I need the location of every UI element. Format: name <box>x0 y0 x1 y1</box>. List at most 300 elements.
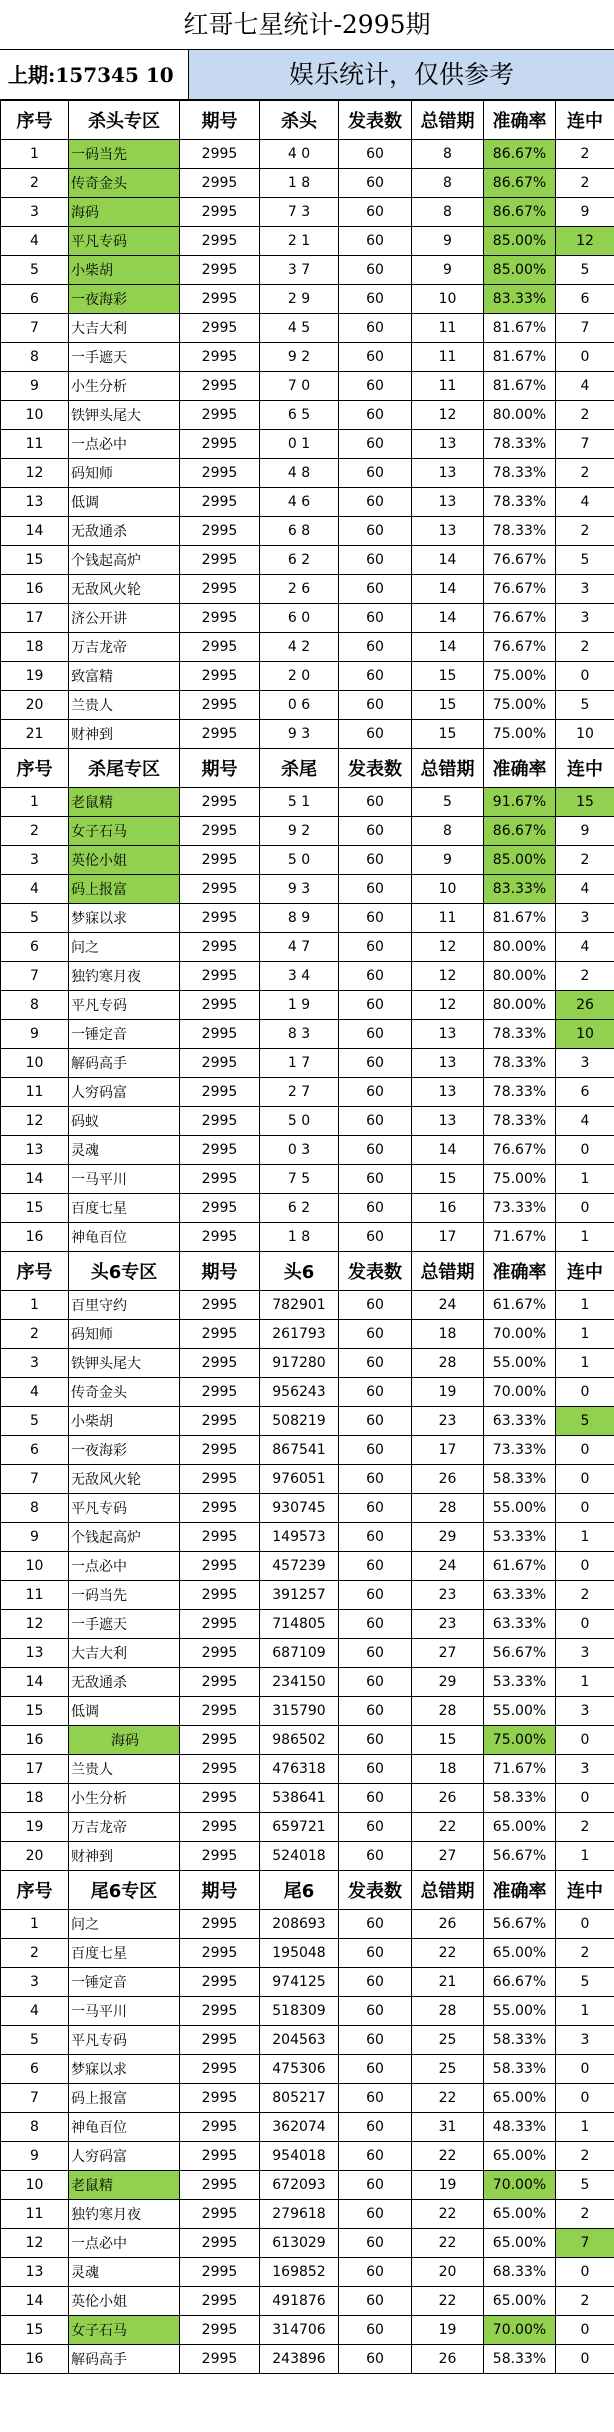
cell-pick: 9 3 <box>260 875 339 904</box>
cell-issue: 2995 <box>180 314 260 343</box>
cell-index: 15 <box>1 1194 69 1223</box>
cell-name: 一马平川 <box>69 1997 180 2026</box>
table-row <box>1 1165 614 1194</box>
table-row <box>1 1910 614 1939</box>
header-issue: 期号 <box>180 1871 260 1910</box>
cell-name: 神龟百位 <box>69 1223 180 1252</box>
header-name: 杀头专区 <box>69 101 180 140</box>
cell-pick: 314706 <box>260 2316 339 2345</box>
cell-index: 13 <box>1 1639 69 1668</box>
table-row <box>1 846 614 875</box>
table-row <box>1 1049 614 1078</box>
cell-accuracy: 66.67% <box>484 1968 556 1997</box>
cell-name: 无敌通杀 <box>69 1668 180 1697</box>
cell-issue: 2995 <box>180 1165 260 1194</box>
cell-index: 4 <box>1 1997 69 2026</box>
cell-index: 9 <box>1 1523 69 1552</box>
cell-streak: 5 <box>556 2171 614 2200</box>
cell-streak: 1 <box>556 2113 614 2142</box>
cell-index: 8 <box>1 1494 69 1523</box>
cell-issue: 2995 <box>180 1020 260 1049</box>
cell-published: 60 <box>339 285 412 314</box>
cell-accuracy: 55.00% <box>484 1494 556 1523</box>
header-issue: 期号 <box>180 101 260 140</box>
cell-issue: 2995 <box>180 2316 260 2345</box>
cell-index: 5 <box>1 2026 69 2055</box>
table-row <box>1 459 614 488</box>
cell-streak: 1 <box>556 1668 614 1697</box>
cell-streak: 0 <box>556 662 614 691</box>
cell-published: 60 <box>339 2345 412 2374</box>
cell-streak: 0 <box>556 2316 614 2345</box>
cell-name: 问之 <box>69 1910 180 1939</box>
cell-miss-count: 22 <box>412 2287 484 2316</box>
header-accuracy: 准确率 <box>484 101 556 140</box>
cell-miss-count: 22 <box>412 2200 484 2229</box>
table-row <box>1 1610 614 1639</box>
cell-published: 60 <box>339 1049 412 1078</box>
cell-name: 码上报富 <box>69 2084 180 2113</box>
cell-streak: 0 <box>556 1465 614 1494</box>
table-row <box>1 1194 614 1223</box>
cell-miss-count: 26 <box>412 1465 484 1494</box>
table-row <box>1 1697 614 1726</box>
table-row <box>1 962 614 991</box>
cell-miss-count: 20 <box>412 2258 484 2287</box>
cell-published: 60 <box>339 227 412 256</box>
table-row <box>1 1639 614 1668</box>
cell-index: 13 <box>1 488 69 517</box>
cell-miss-count: 23 <box>412 1407 484 1436</box>
cell-accuracy: 70.00% <box>484 2316 556 2345</box>
cell-accuracy: 55.00% <box>484 1997 556 2026</box>
cell-issue: 2995 <box>180 846 260 875</box>
table-row <box>1 372 614 401</box>
cell-published: 60 <box>339 1813 412 1842</box>
cell-miss-count: 24 <box>412 1291 484 1320</box>
cell-issue: 2995 <box>180 1378 260 1407</box>
cell-streak: 4 <box>556 488 614 517</box>
cell-accuracy: 55.00% <box>484 1349 556 1378</box>
cell-pick: 7 3 <box>260 198 339 227</box>
cell-index: 7 <box>1 2084 69 2113</box>
cell-issue: 2995 <box>180 459 260 488</box>
cell-miss-count: 18 <box>412 1320 484 1349</box>
cell-name: 一锤定音 <box>69 1020 180 1049</box>
table-row <box>1 256 614 285</box>
cell-streak: 2 <box>556 1939 614 1968</box>
cell-name: 平凡专码 <box>69 991 180 1020</box>
cell-pick: 917280 <box>260 1349 339 1378</box>
cell-issue: 2995 <box>180 1755 260 1784</box>
cell-accuracy: 80.00% <box>484 991 556 1020</box>
cell-pick: 476318 <box>260 1755 339 1784</box>
cell-index: 20 <box>1 691 69 720</box>
cell-streak: 4 <box>556 1107 614 1136</box>
cell-issue: 2995 <box>180 1668 260 1697</box>
cell-published: 60 <box>339 256 412 285</box>
cell-published: 60 <box>339 633 412 662</box>
cell-name: 平凡专码 <box>69 1494 180 1523</box>
cell-accuracy: 80.00% <box>484 962 556 991</box>
cell-index: 5 <box>1 904 69 933</box>
header-name: 尾6专区 <box>69 1871 180 1910</box>
cell-accuracy: 61.67% <box>484 1552 556 1581</box>
cell-streak: 2 <box>556 517 614 546</box>
cell-pick: 2 7 <box>260 1078 339 1107</box>
cell-published: 60 <box>339 662 412 691</box>
cell-published: 60 <box>339 1136 412 1165</box>
section-header-row <box>1 749 614 788</box>
header-published: 发表数 <box>339 749 412 788</box>
cell-accuracy: 75.00% <box>484 691 556 720</box>
cell-streak: 0 <box>556 2258 614 2287</box>
cell-accuracy: 68.33% <box>484 2258 556 2287</box>
cell-name: 小柴胡 <box>69 256 180 285</box>
cell-published: 60 <box>339 1997 412 2026</box>
table-row <box>1 488 614 517</box>
cell-accuracy: 70.00% <box>484 1378 556 1407</box>
cell-accuracy: 65.00% <box>484 2142 556 2171</box>
cell-name: 百度七星 <box>69 1939 180 1968</box>
cell-published: 60 <box>339 1078 412 1107</box>
cell-pick: 8 3 <box>260 1020 339 1049</box>
cell-name: 传奇金头 <box>69 169 180 198</box>
cell-published: 60 <box>339 1639 412 1668</box>
cell-index: 12 <box>1 2229 69 2258</box>
cell-miss-count: 13 <box>412 1049 484 1078</box>
cell-published: 60 <box>339 1194 412 1223</box>
header-name: 头6专区 <box>69 1252 180 1291</box>
cell-issue: 2995 <box>180 817 260 846</box>
cell-index: 12 <box>1 1610 69 1639</box>
cell-published: 60 <box>339 1697 412 1726</box>
cell-index: 15 <box>1 2316 69 2345</box>
cell-name: 铁钾头尾大 <box>69 1349 180 1378</box>
header-accuracy: 准确率 <box>484 1871 556 1910</box>
cell-issue: 2995 <box>180 401 260 430</box>
cell-streak: 5 <box>556 256 614 285</box>
header-index: 序号 <box>1 1871 69 1910</box>
cell-streak: 3 <box>556 2026 614 2055</box>
cell-streak: 12 <box>556 227 614 256</box>
cell-name: 老鼠精 <box>69 2171 180 2200</box>
cell-issue: 2995 <box>180 2084 260 2113</box>
table-row <box>1 517 614 546</box>
cell-index: 7 <box>1 1465 69 1494</box>
cell-streak: 3 <box>556 904 614 933</box>
cell-issue: 2995 <box>180 2142 260 2171</box>
cell-index: 11 <box>1 1078 69 1107</box>
cell-pick: 5 0 <box>260 1107 339 1136</box>
cell-published: 60 <box>339 1378 412 1407</box>
cell-issue: 2995 <box>180 662 260 691</box>
cell-published: 60 <box>339 2258 412 2287</box>
cell-streak: 0 <box>556 1378 614 1407</box>
cell-streak: 2 <box>556 1813 614 1842</box>
cell-issue: 2995 <box>180 1968 260 1997</box>
cell-streak: 1 <box>556 1165 614 1194</box>
cell-name: 一手遮天 <box>69 343 180 372</box>
cell-streak: 5 <box>556 1407 614 1436</box>
cell-pick: 6 2 <box>260 546 339 575</box>
cell-accuracy: 76.67% <box>484 1136 556 1165</box>
table-row <box>1 1581 614 1610</box>
cell-name: 灵魂 <box>69 2258 180 2287</box>
cell-accuracy: 78.33% <box>484 1020 556 1049</box>
cell-published: 60 <box>339 2142 412 2171</box>
cell-pick: 391257 <box>260 1581 339 1610</box>
table-row <box>1 1494 614 1523</box>
cell-miss-count: 13 <box>412 1078 484 1107</box>
cell-issue: 2995 <box>180 1842 260 1871</box>
cell-streak: 0 <box>556 1136 614 1165</box>
cell-published: 60 <box>339 546 412 575</box>
cell-accuracy: 85.00% <box>484 256 556 285</box>
cell-index: 13 <box>1 2258 69 2287</box>
cell-pick: 4 0 <box>260 140 339 169</box>
cell-index: 1 <box>1 1291 69 1320</box>
cell-issue: 2995 <box>180 1349 260 1378</box>
cell-name: 兰贵人 <box>69 1755 180 1784</box>
table-row <box>1 198 614 227</box>
cell-miss-count: 19 <box>412 1378 484 1407</box>
cell-pick: 805217 <box>260 2084 339 2113</box>
section-header-row <box>1 1252 614 1291</box>
cell-index: 6 <box>1 2055 69 2084</box>
cell-pick: 1 8 <box>260 169 339 198</box>
table-row <box>1 904 614 933</box>
table-row <box>1 546 614 575</box>
cell-miss-count: 15 <box>412 1165 484 1194</box>
cell-accuracy: 75.00% <box>484 1726 556 1755</box>
table-row <box>1 2200 614 2229</box>
cell-published: 60 <box>339 2316 412 2345</box>
cell-published: 60 <box>339 1107 412 1136</box>
cell-pick: 7 5 <box>260 1165 339 1194</box>
cell-pick: 974125 <box>260 1968 339 1997</box>
cell-index: 12 <box>1 1107 69 1136</box>
cell-pick: 6 8 <box>260 517 339 546</box>
cell-published: 60 <box>339 1465 412 1494</box>
cell-accuracy: 75.00% <box>484 720 556 749</box>
cell-published: 60 <box>339 169 412 198</box>
cell-index: 4 <box>1 875 69 904</box>
cell-streak: 7 <box>556 314 614 343</box>
cell-published: 60 <box>339 1610 412 1639</box>
cell-accuracy: 81.67% <box>484 314 556 343</box>
table-row <box>1 875 614 904</box>
cell-index: 16 <box>1 575 69 604</box>
cell-accuracy: 53.33% <box>484 1523 556 1552</box>
cell-miss-count: 13 <box>412 488 484 517</box>
cell-streak: 2 <box>556 846 614 875</box>
cell-name: 一马平川 <box>69 1165 180 1194</box>
cell-published: 60 <box>339 401 412 430</box>
table-row <box>1 575 614 604</box>
table-row <box>1 1997 614 2026</box>
cell-pick: 782901 <box>260 1291 339 1320</box>
cell-miss-count: 19 <box>412 2316 484 2345</box>
cell-miss-count: 8 <box>412 817 484 846</box>
cell-issue: 2995 <box>180 1107 260 1136</box>
section-header-row <box>1 1871 614 1910</box>
cell-index: 9 <box>1 2142 69 2171</box>
cell-miss-count: 26 <box>412 1910 484 1939</box>
cell-pick: 6 2 <box>260 1194 339 1223</box>
table-row <box>1 1436 614 1465</box>
cell-published: 60 <box>339 1784 412 1813</box>
cell-pick: 195048 <box>260 1939 339 1968</box>
cell-pick: 687109 <box>260 1639 339 1668</box>
table-row <box>1 2084 614 2113</box>
cell-index: 6 <box>1 285 69 314</box>
cell-issue: 2995 <box>180 1320 260 1349</box>
cell-index: 6 <box>1 933 69 962</box>
table-row <box>1 2345 614 2374</box>
header-published: 发表数 <box>339 1871 412 1910</box>
cell-published: 60 <box>339 459 412 488</box>
cell-name: 平凡专码 <box>69 227 180 256</box>
cell-pick: 491876 <box>260 2287 339 2316</box>
cell-name: 传奇金头 <box>69 1378 180 1407</box>
cell-miss-count: 11 <box>412 904 484 933</box>
table-row <box>1 2055 614 2084</box>
cell-streak: 15 <box>556 788 614 817</box>
cell-pick: 457239 <box>260 1552 339 1581</box>
cell-streak: 1 <box>556 1523 614 1552</box>
cell-name: 致富精 <box>69 662 180 691</box>
cell-name: 平凡专码 <box>69 2026 180 2055</box>
cell-name: 济公开讲 <box>69 604 180 633</box>
cell-name: 个钱起高炉 <box>69 546 180 575</box>
cell-streak: 4 <box>556 933 614 962</box>
cell-miss-count: 18 <box>412 1755 484 1784</box>
cell-miss-count: 14 <box>412 1136 484 1165</box>
cell-issue: 2995 <box>180 2258 260 2287</box>
cell-accuracy: 71.67% <box>484 1223 556 1252</box>
cell-name: 海码 <box>69 198 180 227</box>
cell-pick: 867541 <box>260 1436 339 1465</box>
cell-index: 12 <box>1 459 69 488</box>
cell-miss-count: 27 <box>412 1639 484 1668</box>
cell-issue: 2995 <box>180 633 260 662</box>
cell-pick: 9 2 <box>260 817 339 846</box>
cell-miss-count: 14 <box>412 546 484 575</box>
cell-published: 60 <box>339 2171 412 2200</box>
disclaimer-banner: 娱乐统计，仅供参考 <box>189 50 614 99</box>
cell-streak: 1 <box>556 1349 614 1378</box>
cell-issue: 2995 <box>180 1407 260 1436</box>
cell-miss-count: 9 <box>412 846 484 875</box>
cell-name: 一夜海彩 <box>69 285 180 314</box>
cell-streak: 0 <box>556 1194 614 1223</box>
cell-published: 60 <box>339 720 412 749</box>
cell-published: 60 <box>339 1494 412 1523</box>
cell-accuracy: 58.33% <box>484 1784 556 1813</box>
cell-index: 21 <box>1 720 69 749</box>
cell-issue: 2995 <box>180 1697 260 1726</box>
cell-name: 万吉龙帝 <box>69 633 180 662</box>
cell-miss-count: 5 <box>412 788 484 817</box>
cell-pick: 4 8 <box>260 459 339 488</box>
cell-issue: 2995 <box>180 720 260 749</box>
table-row <box>1 633 614 662</box>
cell-streak: 10 <box>556 720 614 749</box>
cell-name: 小生分析 <box>69 372 180 401</box>
cell-streak: 0 <box>556 1610 614 1639</box>
cell-miss-count: 15 <box>412 720 484 749</box>
cell-issue: 2995 <box>180 2200 260 2229</box>
cell-published: 60 <box>339 904 412 933</box>
cell-name: 码上报富 <box>69 875 180 904</box>
cell-accuracy: 56.67% <box>484 1910 556 1939</box>
table-row <box>1 788 614 817</box>
table-row <box>1 1223 614 1252</box>
table-row <box>1 720 614 749</box>
cell-index: 2 <box>1 1320 69 1349</box>
cell-miss-count: 27 <box>412 1842 484 1871</box>
cell-miss-count: 8 <box>412 169 484 198</box>
table-row <box>1 1552 614 1581</box>
cell-streak: 9 <box>556 198 614 227</box>
cell-index: 13 <box>1 1136 69 1165</box>
cell-miss-count: 25 <box>412 2055 484 2084</box>
cell-accuracy: 85.00% <box>484 227 556 256</box>
cell-pick: 243896 <box>260 2345 339 2374</box>
cell-accuracy: 78.33% <box>484 430 556 459</box>
cell-miss-count: 8 <box>412 198 484 227</box>
cell-name: 一码当先 <box>69 140 180 169</box>
cell-index: 1 <box>1 1910 69 1939</box>
cell-miss-count: 29 <box>412 1668 484 1697</box>
table-row <box>1 1726 614 1755</box>
cell-streak: 2 <box>556 2142 614 2171</box>
cell-miss-count: 12 <box>412 933 484 962</box>
table-row <box>1 1755 614 1784</box>
cell-index: 15 <box>1 546 69 575</box>
cell-streak: 1 <box>556 1997 614 2026</box>
cell-name: 码知师 <box>69 459 180 488</box>
cell-accuracy: 78.33% <box>484 517 556 546</box>
cell-index: 17 <box>1 604 69 633</box>
stats-table <box>0 100 614 2374</box>
cell-accuracy: 75.00% <box>484 662 556 691</box>
cell-miss-count: 14 <box>412 633 484 662</box>
cell-accuracy: 56.67% <box>484 1842 556 1871</box>
cell-streak: 10 <box>556 1020 614 1049</box>
header-issue: 期号 <box>180 749 260 788</box>
table-row <box>1 1465 614 1494</box>
cell-published: 60 <box>339 2026 412 2055</box>
table-row <box>1 1784 614 1813</box>
cell-pick: 5 0 <box>260 846 339 875</box>
cell-name: 梦寐以求 <box>69 904 180 933</box>
cell-pick: 976051 <box>260 1465 339 1494</box>
subtitle-bar <box>0 50 614 100</box>
cell-name: 女子石马 <box>69 817 180 846</box>
cell-published: 60 <box>339 788 412 817</box>
table-row <box>1 1078 614 1107</box>
cell-pick: 1 8 <box>260 1223 339 1252</box>
cell-index: 20 <box>1 1842 69 1871</box>
cell-pick: 362074 <box>260 2113 339 2142</box>
cell-accuracy: 71.67% <box>484 1755 556 1784</box>
cell-name: 财神到 <box>69 720 180 749</box>
header-index: 序号 <box>1 1252 69 1291</box>
cell-pick: 0 1 <box>260 430 339 459</box>
cell-published: 60 <box>339 933 412 962</box>
